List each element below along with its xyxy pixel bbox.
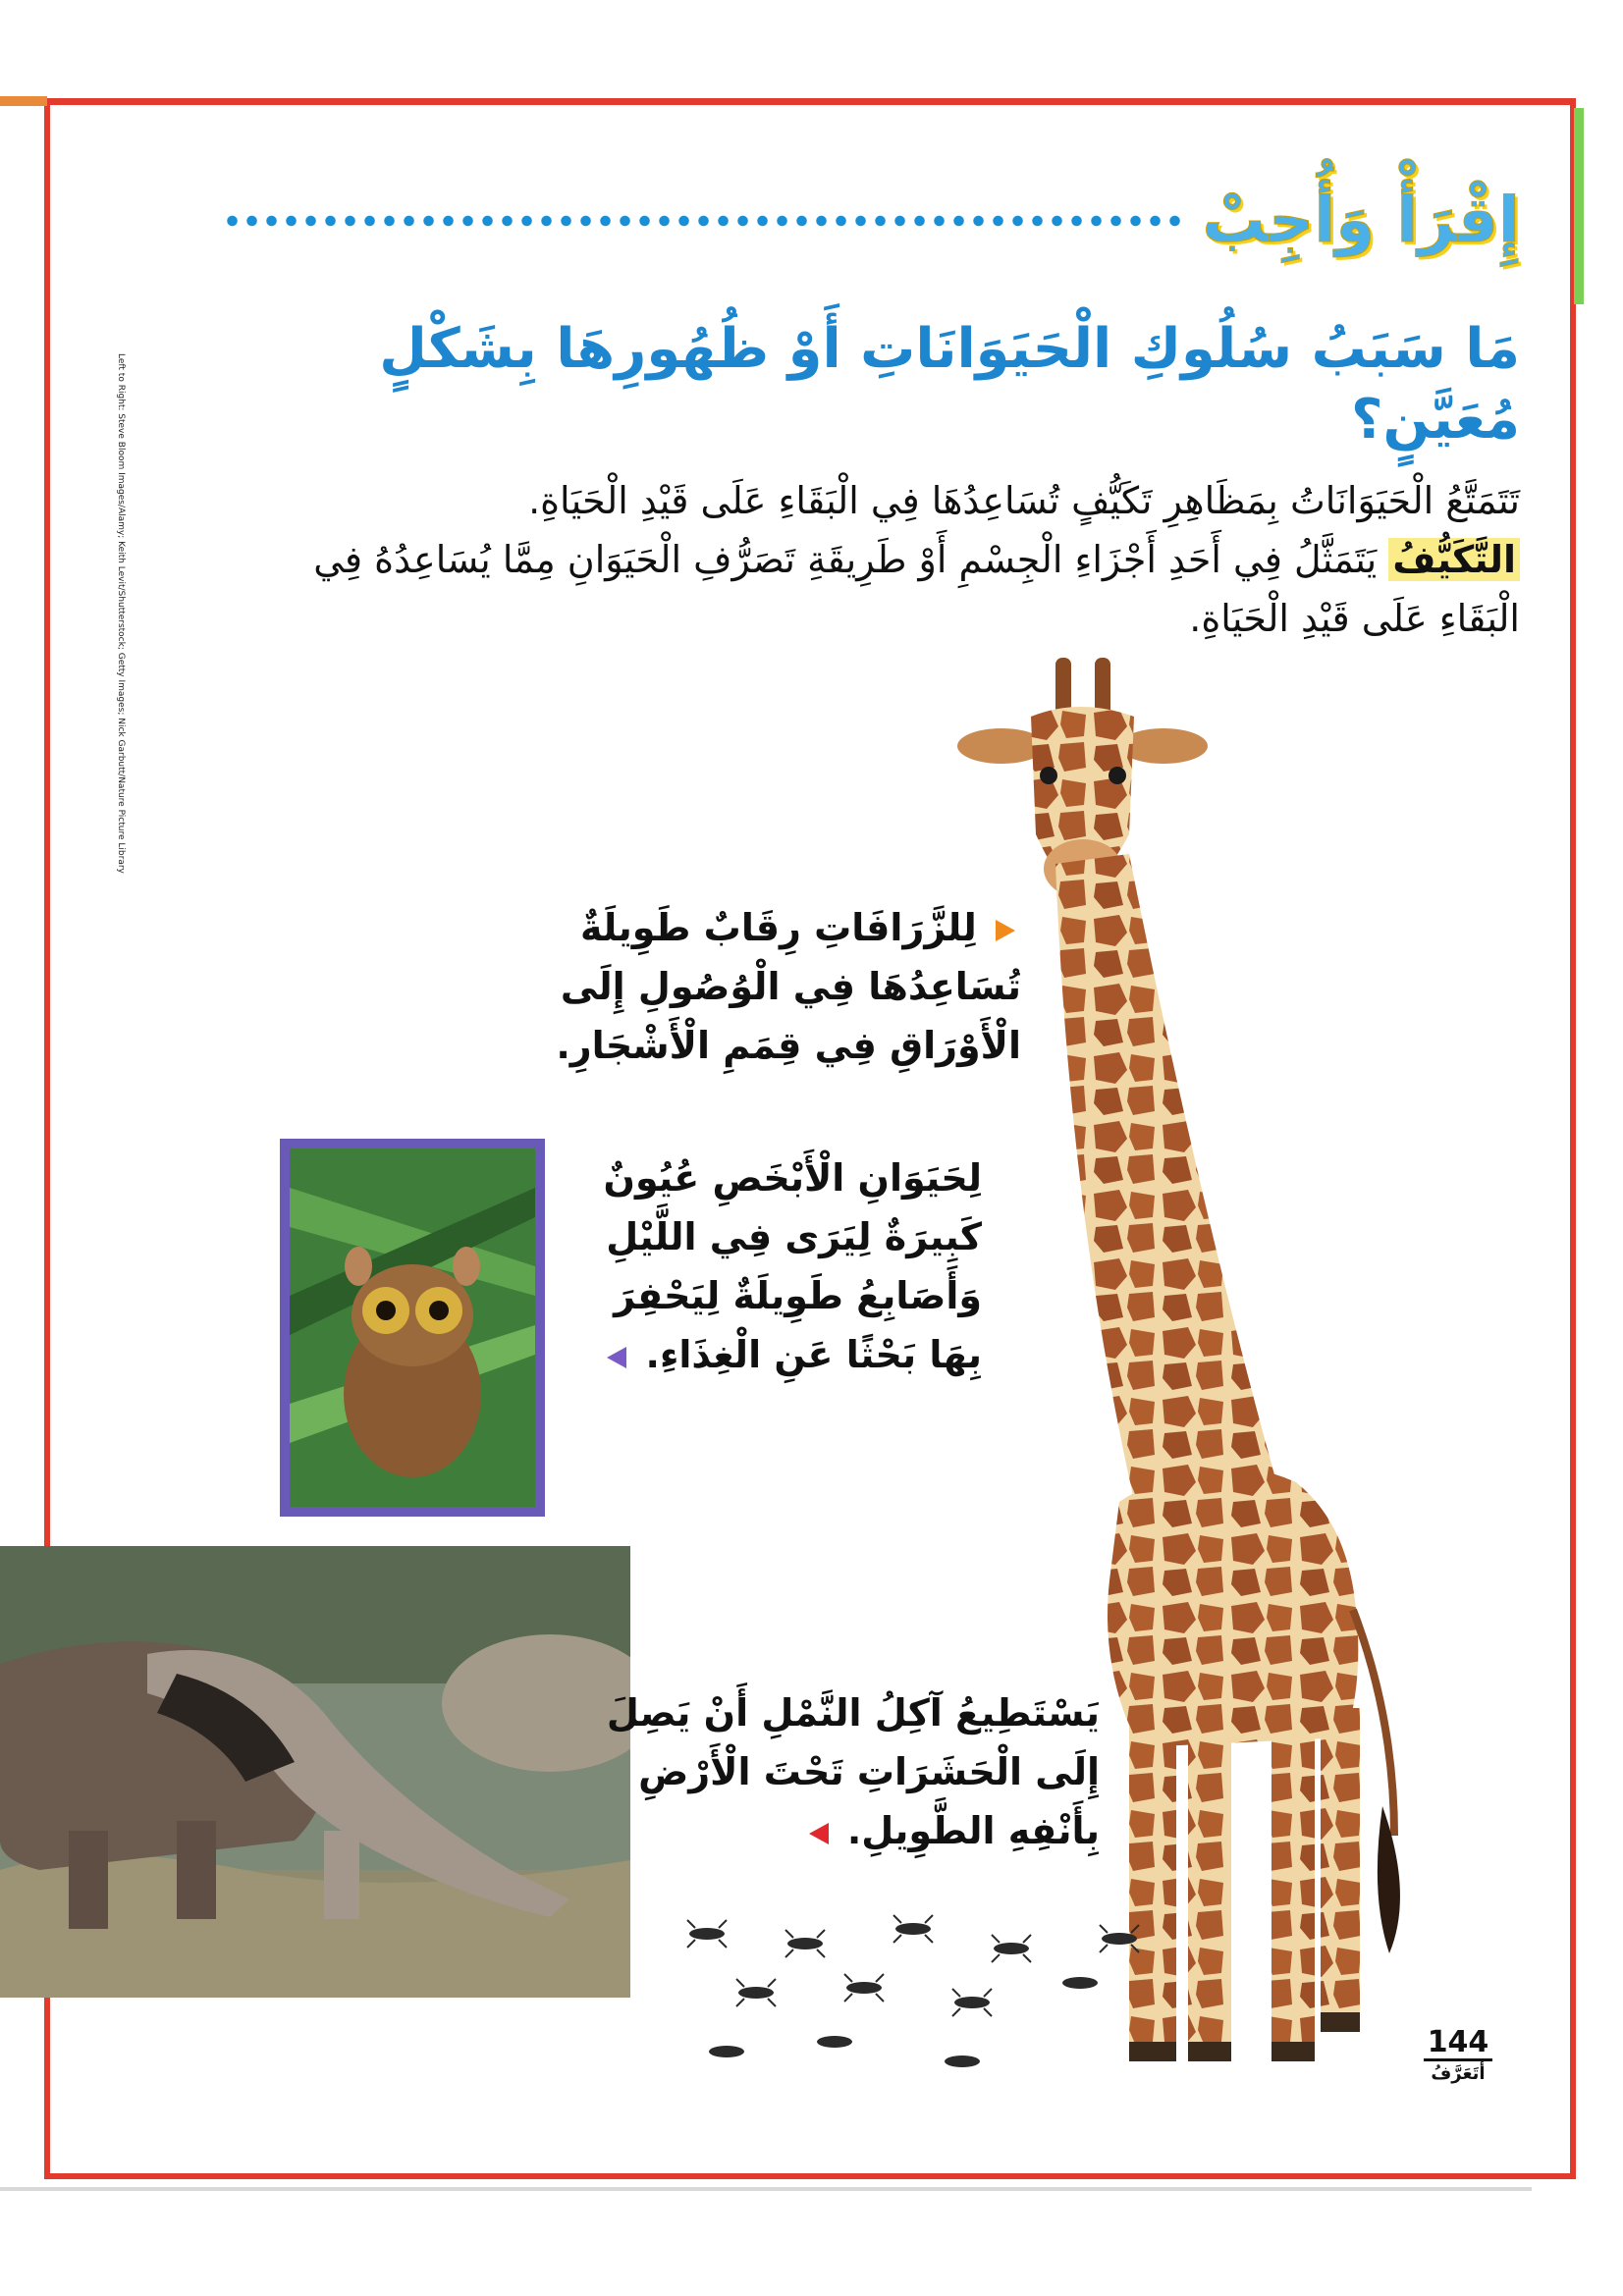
section-title: إِقْرَأْ وَأُجِبْ: [1202, 185, 1520, 257]
intro-line: تَتَمَتَّعُ الْحَيَوَانَاتُ بِمَظَاهِرِ تَكَيُّفٍ تُسَاعِدُهَا فِي الْبَقَاءِ عَلَى قَيْدِ الْحَيَاةِ.: [528, 479, 1520, 522]
arrow-right-orange-icon: [996, 920, 1015, 941]
dotted-leader: [224, 215, 1185, 227]
tarsier-photo: [280, 1139, 545, 1517]
arrow-left-purple-icon: [607, 1347, 626, 1368]
intro-paragraph: [224, 471, 1520, 648]
tarsier-image: [290, 1148, 535, 1507]
arrow-left-red-icon: [809, 1823, 829, 1844]
anteater-caption: [589, 1683, 1100, 1860]
anteater-image: [0, 1546, 630, 1998]
vocabulary-term[interactable]: التَّكَيُّفُ: [1388, 538, 1520, 581]
term-definition: يَتَمَثَّلُ فِي أَحَدِ أَجْزَاءِ الْجِسْمِ أَوْ طَرِيقَةِ تَصَرُّفِ الْحَيَوَانِ مِمَّا يُسَاعِدُهُ فِي الْبَقَاءِ عَلَى قَيْدِ الْحَيَاةِ.: [313, 538, 1520, 640]
tarsier-caption: [589, 1148, 982, 1384]
giraffe-image: [884, 638, 1623, 2091]
bottom-rule: [0, 2187, 1532, 2191]
giraffe-caption: [471, 898, 1021, 1075]
section-header: [224, 167, 1520, 275]
main-question: مَا سَبَبُ سُلُوكِ الْحَيَوَانَاتِ أَوْ ظُهُورِهَا بِشَكْلٍ مُعَيَّنٍ؟: [379, 317, 1520, 452]
ants-image: [668, 1914, 1217, 2091]
anteater-caption-text: يَسْتَطِيعُ آكِلُ النَّمْلِ أَنْ يَصِلَ إِلَى الْحَشَرَاتِ تَحْتَ الْأَرْضِ بِأَنْفِهِ الطَّوِيلِ.: [606, 1691, 1100, 1852]
page-number: 144: [1424, 2027, 1493, 2061]
anteater-photo: [0, 1546, 630, 1998]
page-number-block: [1414, 2027, 1502, 2087]
photo-credit: Left to Right: Steve Bloom Images/Alamy; Keith Levit/Shutterstock; Getty Images; Nick Garbutt/Nature Picture Library: [116, 353, 126, 874]
giraffe-caption-text: لِلزَّرَافَاتِ رِقَابٌ طَوِيلَةٌ تُسَاعِدُهَا فِي الْوُصُولِ إِلَى الْأَوْرَاقِ فِي قِمَمِ الْأَشْجَارِ.: [556, 906, 1021, 1067]
tarsier-caption-text: لِحَيَوَانِ الْأَبْخَصِ عُيُونٌ كَبِيرَةٌ لِيَرَى فِي اللَّيْلِ وَأَصَابِعُ طَوِيلَةٌ لِيَحْفِرَ بِهَا بَحْثًا عَنِ الْغِذَاءِ.: [603, 1156, 982, 1376]
corner-tab: [0, 96, 47, 106]
right-edge-strip: [1574, 108, 1584, 304]
page-section-label: أَتَعَرَّفُ: [1431, 2063, 1486, 2084]
